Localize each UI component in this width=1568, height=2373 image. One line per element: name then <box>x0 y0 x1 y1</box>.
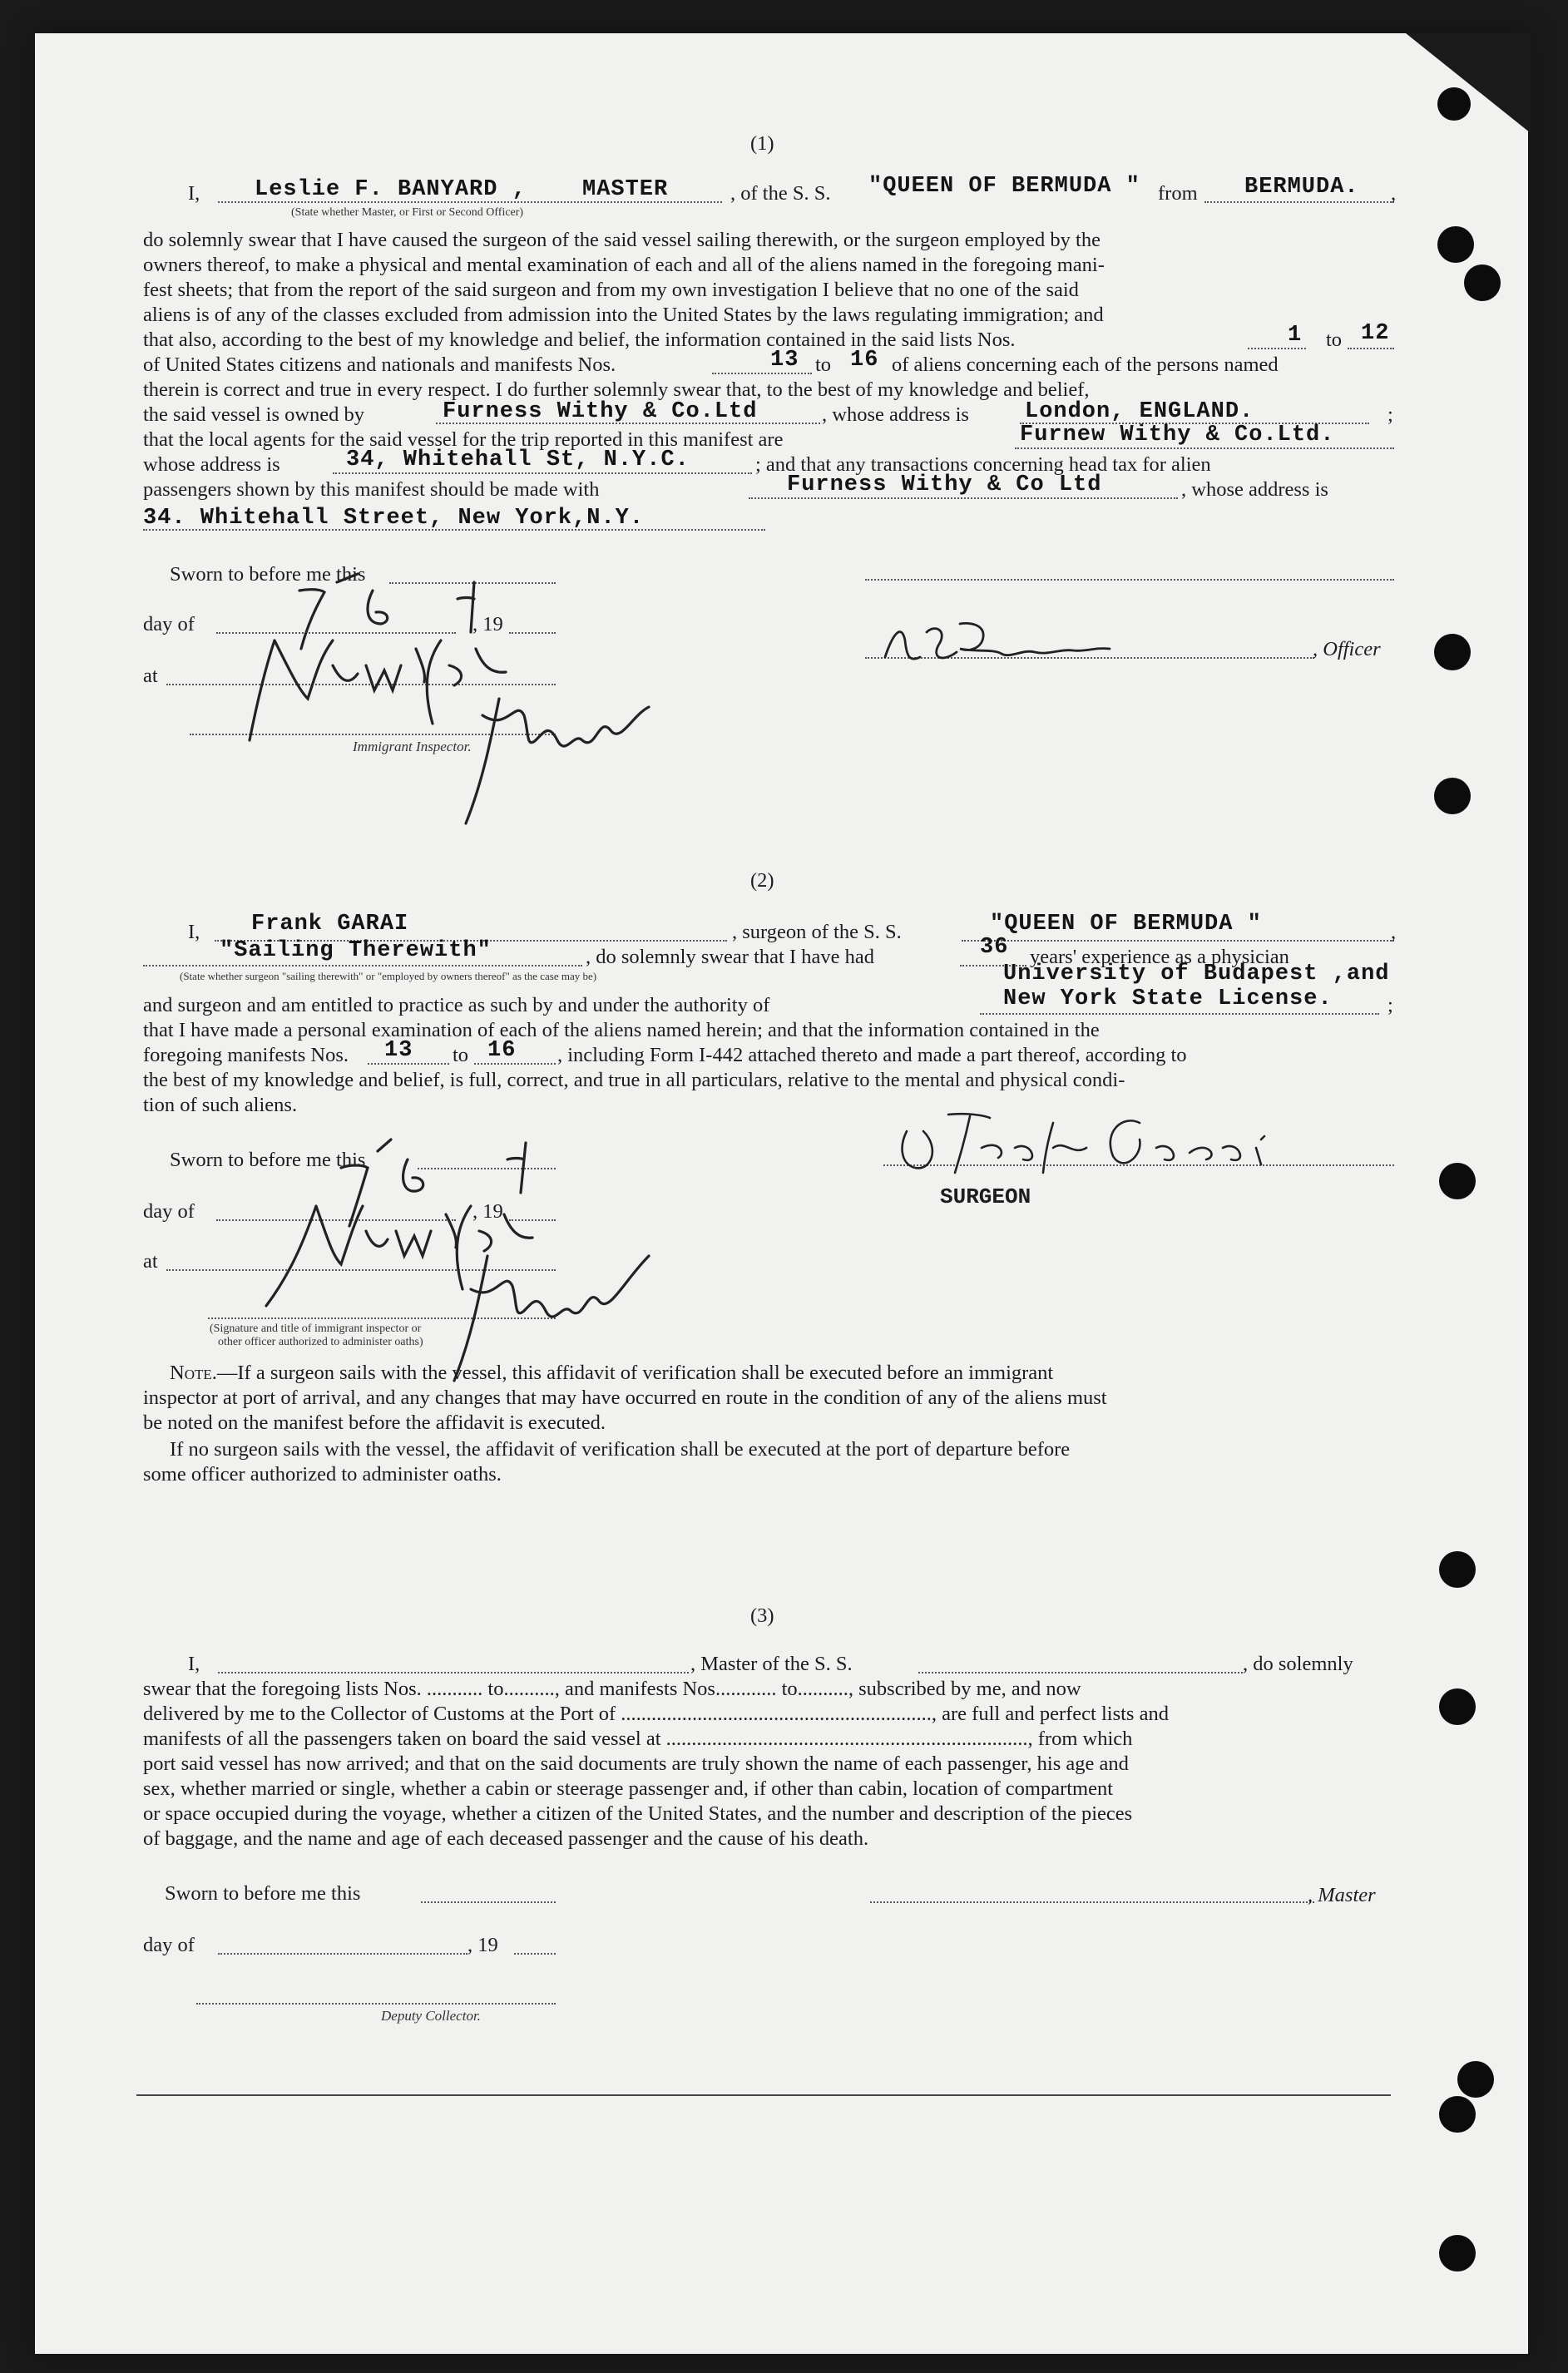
punch-hole <box>1437 226 1474 263</box>
text: , Master of the S. S. <box>690 1653 853 1675</box>
text: to <box>453 1044 469 1066</box>
note-label: Note. <box>170 1362 217 1384</box>
local-agents: Furnew Withy & Co.Ltd. <box>1020 423 1335 447</box>
punch-hole <box>1434 634 1471 670</box>
section-number: (2) <box>750 869 774 892</box>
caption: (State whether surgeon "sailing therewith" or "employed by owners thereof" as the case may be) <box>180 970 597 982</box>
note-line <box>170 1361 1053 1386</box>
body-line: that also, according to the best of my knowledge and belief, the information contained in the said lists Nos. <box>143 329 1016 351</box>
body-line: swear that the foregoing lists Nos. ........... to.........., and manifests Nos............ to.........., subscribed by me, and now <box>143 1678 1081 1700</box>
text: , do solemnly swear that I have had <box>586 946 874 968</box>
fill-line <box>514 1953 556 1955</box>
fill-line <box>918 1672 1243 1673</box>
fill-line <box>333 472 752 474</box>
body-line: of baggage, and the name and age of each deceased passenger and the cause of his death. <box>143 1827 869 1850</box>
master-caption: , Master <box>1308 1884 1376 1906</box>
inspector-caption: Immigrant Inspector. <box>353 739 472 754</box>
manifest-to: 16 <box>487 1038 517 1063</box>
text: I, <box>188 921 200 943</box>
fill-line <box>421 1901 556 1903</box>
text: , <box>1391 921 1397 943</box>
section-number: (3) <box>750 1604 774 1627</box>
text: of aliens concerning each of the persons named <box>892 353 1279 376</box>
body-line: fest sheets; that from the report of the said surgeon and from my own investigation I believe that no one of the said <box>143 279 1079 301</box>
vessel-name: "QUEEN OF BERMUDA " <box>868 174 1140 199</box>
fill-line <box>1348 348 1394 349</box>
fill-line <box>980 1013 1379 1015</box>
fill-line <box>143 529 765 531</box>
fill-line <box>962 940 1394 942</box>
master-name: Leslie F. BANYARD , <box>255 177 527 202</box>
inspector-signature <box>433 682 665 832</box>
agents-address: 34, Whitehall St, N.Y.C. <box>346 447 690 472</box>
body-line: that I have made a personal examination of each of the aliens named herein; and that the information contained in the <box>143 1019 1100 1041</box>
text: years' experience as a physician <box>1030 946 1289 968</box>
years-experience: 36 <box>980 935 1009 960</box>
punch-hole <box>1439 1163 1476 1199</box>
body-line: that the local agents for the said vessel for the trip reported in this manifest are <box>143 428 784 451</box>
text: I, <box>188 1653 200 1675</box>
authority-university: University of Budapest ,and <box>1003 962 1390 986</box>
punch-hole <box>1439 2096 1476 2133</box>
manifest-from: 13 <box>770 348 799 373</box>
fill-line <box>870 1901 1314 1903</box>
fill-line <box>368 1063 449 1065</box>
text: , 19 <box>472 613 503 635</box>
lists-to: 12 <box>1361 321 1390 346</box>
surgeon-signature <box>890 1106 1323 1181</box>
text: day of <box>143 1200 195 1223</box>
body-line: aliens is of any of the classes excluded from admission into the United States by the laws regulating immigration; and <box>143 304 1104 326</box>
note-text: —If a surgeon sails with the vessel, this affidavit of verification shall be executed before an immigrant <box>216 1362 1054 1384</box>
sig-caption: other officer authorized to administer oaths) <box>218 1336 423 1348</box>
text: , whose address is <box>822 403 969 426</box>
fill-line <box>218 1672 689 1673</box>
text: , do solemnly <box>1243 1653 1353 1675</box>
punch-hole <box>1457 2061 1494 2098</box>
note-line: be noted on the manifest before the affidavit is executed. <box>143 1411 606 1434</box>
headtax-party: Furness Withy & Co Ltd <box>787 472 1102 497</box>
body-line: port said vessel has now arrived; and that on the said documents are truly shown the name of each passenger, his age and <box>143 1753 1129 1775</box>
text: at <box>143 1250 158 1273</box>
text: , <box>1391 182 1397 205</box>
punch-hole <box>1464 264 1501 301</box>
body-line: foregoing manifests Nos. <box>143 1044 349 1066</box>
bottom-rule <box>136 2094 1391 2096</box>
fill-line <box>1015 447 1394 449</box>
body-line: passengers shown by this manifest should be made with <box>143 478 600 501</box>
officer-caption: , Officer <box>1313 638 1381 660</box>
note-line: inspector at port of arrival, and any changes that may have occurred en route in the condition of any of the aliens must <box>143 1387 1107 1409</box>
note-line: some officer authorized to administer oaths. <box>143 1463 502 1486</box>
caption: (State whether Master, or First or Second Officer) <box>291 206 524 219</box>
body-line: the best of my knowledge and belief, is full, correct, and true in all particulars, relative to the mental and physical condi- <box>143 1069 1125 1091</box>
manifest-to: 16 <box>850 348 879 373</box>
body-line: tion of such aliens. <box>143 1094 298 1116</box>
body-line: owners thereof, to make a physical and mental examination of each and all of the aliens named in the foregoing mani- <box>143 254 1105 276</box>
fill-line <box>712 373 812 374</box>
text: , of the S. S. <box>730 182 831 205</box>
fill-line <box>218 1953 467 1955</box>
fill-line <box>1248 348 1306 349</box>
headtax-address: 34. Whitehall Street, New York,N.Y. <box>143 506 645 531</box>
body-line: sex, whether married or single, whether a cabin or steerage passenger and, if other than cabin, location of compartment <box>143 1777 1114 1800</box>
from-port: BERMUDA. <box>1244 175 1359 200</box>
text: Sworn to before me this <box>170 1149 366 1171</box>
body-line: and surgeon and am entitled to practice as such by and under the authority of <box>143 994 770 1016</box>
text: ; and that any transactions concerning head tax for alien <box>755 453 1211 476</box>
text: day of <box>143 1934 195 1956</box>
manifest-from: 13 <box>384 1038 413 1063</box>
body-line: therein is correct and true in every respect. I do further solemnly swear that, to the best of my knowledge and belief, <box>143 378 1090 401</box>
fill-line <box>474 1063 556 1065</box>
punch-hole <box>1439 1688 1476 1725</box>
text: , surgeon of the S. S. <box>732 921 902 943</box>
text: from <box>1158 182 1198 205</box>
punch-hole <box>1439 2235 1476 2272</box>
master-rank: MASTER <box>582 177 669 202</box>
fill-line <box>143 965 582 967</box>
officer-signature <box>877 615 1126 682</box>
text: Sworn to before me this <box>165 1882 361 1905</box>
text: day of <box>143 613 195 635</box>
body-line: of United States citizens and nationals and manifests Nos. <box>143 353 616 376</box>
body-line: delivered by me to the Collector of Customs at the Port of ............................................................., are full and perfect lists and <box>143 1703 1169 1725</box>
fill-line <box>749 497 1178 499</box>
text: ; <box>1387 994 1393 1016</box>
text: Sworn to before me this <box>170 563 366 586</box>
body-line: do solemnly swear that I have caused the surgeon of the said vessel sailing therewith, or the surgeon employed by the <box>143 229 1101 251</box>
owner-address: London, ENGLAND. <box>1025 399 1254 424</box>
body-line: manifests of all the passengers taken on board the said vessel at ......................................................................., from which <box>143 1728 1133 1750</box>
vessel-name: "QUEEN OF BERMUDA " <box>990 912 1262 937</box>
text: to <box>815 353 832 376</box>
collector-caption: Deputy Collector. <box>381 2008 481 2024</box>
fill-line <box>865 579 1394 581</box>
punch-hole <box>1439 1551 1476 1588</box>
surgeon-name: Frank GARAI <box>251 912 409 937</box>
body-line: whose address is <box>143 453 280 476</box>
text: , 19 <box>467 1934 498 1956</box>
fill-line <box>196 2003 556 2005</box>
section-number: (1) <box>750 132 774 155</box>
fill-line <box>1204 201 1394 203</box>
torn-corner <box>1406 33 1531 133</box>
authority-license: New York State License. <box>1003 986 1333 1011</box>
text: , 19 <box>472 1200 503 1223</box>
body-line: the said vessel is owned by <box>143 403 365 426</box>
text: , including Form I-442 attached thereto and made a part thereof, according to <box>557 1044 1187 1066</box>
note-line: If no surgeon sails with the vessel, the affidavit of verification shall be executed at the port of departure before <box>170 1438 1071 1461</box>
surgeon-status: "Sailing Therewith" <box>220 938 492 963</box>
body-line: or space occupied during the voyage, whether a citizen of the United States, and the number and description of the pieces <box>143 1802 1133 1825</box>
punch-hole <box>1437 87 1471 121</box>
sig-caption: (Signature and title of immigrant inspector or <box>210 1322 422 1335</box>
punch-hole <box>1434 778 1471 814</box>
vessel-owner: Furness Withy & Co.Ltd <box>443 399 758 424</box>
lists-from: 1 <box>1288 323 1303 348</box>
text: ; <box>1387 403 1393 426</box>
text: I, <box>188 182 200 205</box>
text: , whose address is <box>1181 478 1328 501</box>
text: at <box>143 665 158 687</box>
surgeon-title: SURGEON <box>940 1184 1031 1209</box>
text: to <box>1326 329 1343 351</box>
